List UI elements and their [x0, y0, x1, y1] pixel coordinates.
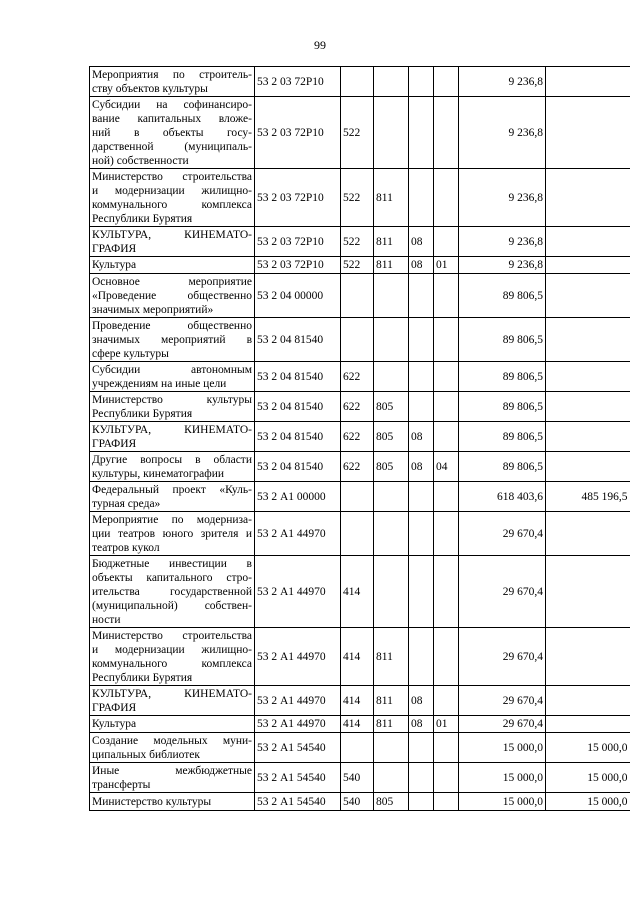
row-pr [434, 628, 459, 686]
row-grbs [374, 512, 409, 556]
row-rz [409, 628, 434, 686]
row-grbs [374, 733, 409, 763]
row-rz [409, 318, 434, 362]
row-pr [434, 763, 459, 793]
table-row [90, 628, 630, 686]
row-sum-2 [546, 227, 630, 257]
row-pr [434, 318, 459, 362]
row-code: 53 2 03 72Р10 [255, 257, 341, 274]
row-sum-2 [546, 686, 630, 716]
row-sum-2 [546, 452, 630, 482]
row-grbs [374, 556, 409, 628]
row-grbs [374, 482, 409, 512]
row-code: 53 2 04 81540 [255, 318, 341, 362]
table-row [90, 318, 630, 362]
row-rz [409, 67, 434, 97]
budget-table [89, 66, 630, 811]
row-grbs: 811 [374, 257, 409, 274]
row-grbs: 811 [374, 628, 409, 686]
row-vr [341, 733, 374, 763]
row-sum-1: 89 806,5 [459, 362, 546, 392]
row-rz [409, 793, 434, 811]
table-row [90, 67, 630, 97]
row-pr: 01 [434, 257, 459, 274]
row-code: 53 2 04 81540 [255, 422, 341, 452]
row-name: Мероприятие по модерниза- ции театров юного зрителя и театров кукол [90, 512, 255, 556]
row-sum-2 [546, 716, 630, 733]
row-name: Культура [90, 716, 255, 733]
row-rz [409, 733, 434, 763]
table-row [90, 763, 630, 793]
row-grbs: 805 [374, 452, 409, 482]
table-row [90, 392, 630, 422]
row-code: 53 2 03 72Р10 [255, 97, 341, 169]
table-row [90, 716, 630, 733]
row-name: Субсидии автономным учреждениям на иные цели [90, 362, 255, 392]
row-sum-1: 618 403,6 [459, 482, 546, 512]
row-pr [434, 422, 459, 452]
row-pr [434, 392, 459, 422]
row-sum-1: 15 000,0 [459, 793, 546, 811]
row-vr: 414 [341, 628, 374, 686]
row-vr: 622 [341, 362, 374, 392]
row-grbs [374, 318, 409, 362]
row-sum-2 [546, 257, 630, 274]
page-number: 99 [314, 38, 326, 52]
row-pr [434, 362, 459, 392]
row-sum-1: 89 806,5 [459, 392, 546, 422]
row-code: 53 2 03 72Р10 [255, 169, 341, 227]
row-grbs: 811 [374, 169, 409, 227]
row-rz [409, 274, 434, 318]
row-vr: 622 [341, 392, 374, 422]
row-vr: 414 [341, 716, 374, 733]
row-vr [341, 274, 374, 318]
row-name: КУЛЬТУРА, КИНЕМАТО- ГРАФИЯ [90, 422, 255, 452]
row-rz [409, 169, 434, 227]
row-pr: 04 [434, 452, 459, 482]
row-vr [341, 318, 374, 362]
row-sum-2 [546, 67, 630, 97]
row-rz [409, 763, 434, 793]
row-rz: 08 [409, 257, 434, 274]
row-sum-1: 9 236,8 [459, 227, 546, 257]
table-row [90, 362, 630, 392]
row-vr: 414 [341, 686, 374, 716]
row-code: 53 2 04 00000 [255, 274, 341, 318]
row-vr: 414 [341, 556, 374, 628]
row-pr: 01 [434, 716, 459, 733]
row-name: Культура [90, 257, 255, 274]
row-name: Федеральный проект «Куль- турная среда» [90, 482, 255, 512]
row-sum-1: 9 236,8 [459, 67, 546, 97]
row-vr: 522 [341, 227, 374, 257]
row-pr [434, 169, 459, 227]
row-rz [409, 392, 434, 422]
row-pr [434, 793, 459, 811]
table-row [90, 733, 630, 763]
row-grbs [374, 67, 409, 97]
row-name: Иные межбюджетные трансферты [90, 763, 255, 793]
table-row [90, 422, 630, 452]
row-sum-2: 15 000,0 [546, 763, 630, 793]
row-sum-1: 89 806,5 [459, 452, 546, 482]
row-rz [409, 97, 434, 169]
row-grbs [374, 274, 409, 318]
row-rz [409, 482, 434, 512]
row-code: 53 2 04 81540 [255, 452, 341, 482]
row-name: КУЛЬТУРА, КИНЕМАТО- ГРАФИЯ [90, 227, 255, 257]
row-code: 53 2 А1 44970 [255, 686, 341, 716]
row-code: 53 2 А1 44970 [255, 716, 341, 733]
row-rz: 08 [409, 227, 434, 257]
row-sum-2 [546, 556, 630, 628]
row-sum-2: 485 196,5 [546, 482, 630, 512]
row-vr: 622 [341, 422, 374, 452]
row-rz: 08 [409, 422, 434, 452]
row-code: 53 2 А1 00000 [255, 482, 341, 512]
row-name: Бюджетные инвестиции в объекты капитального стро- ительства государственной (муниципальной) собствен- ности [90, 556, 255, 628]
row-code: 53 2 А1 54540 [255, 733, 341, 763]
row-pr [434, 512, 459, 556]
row-rz: 08 [409, 716, 434, 733]
row-pr [434, 274, 459, 318]
row-name: КУЛЬТУРА, КИНЕМАТО- ГРАФИЯ [90, 686, 255, 716]
row-name: Министерство культуры [90, 793, 255, 811]
table-row [90, 686, 630, 716]
row-sum-1: 89 806,5 [459, 274, 546, 318]
row-sum-1: 9 236,8 [459, 97, 546, 169]
row-vr [341, 67, 374, 97]
row-sum-2 [546, 392, 630, 422]
row-rz [409, 556, 434, 628]
row-code: 53 2 03 72Р10 [255, 227, 341, 257]
row-name: Проведение общественно значимых мероприятий в сфере культуры [90, 318, 255, 362]
table-row [90, 512, 630, 556]
row-grbs [374, 362, 409, 392]
row-grbs: 811 [374, 686, 409, 716]
row-sum-1: 29 670,4 [459, 628, 546, 686]
row-rz [409, 512, 434, 556]
row-vr: 522 [341, 257, 374, 274]
row-sum-2: 15 000,0 [546, 793, 630, 811]
table-row [90, 169, 630, 227]
row-sum-2 [546, 422, 630, 452]
row-sum-1: 89 806,5 [459, 318, 546, 362]
row-name: Министерство строительства и модернизации жилищно- коммунального комплекса Республики Бурятия [90, 169, 255, 227]
row-name: Создание модельных муни- ципальных библиотек [90, 733, 255, 763]
table-row [90, 257, 630, 274]
row-pr [434, 227, 459, 257]
row-name: Субсидии на софинансиро- вание капитальных вложе- ний в объекты госу- дарственной (муниципаль- ной) собственности [90, 97, 255, 169]
row-sum-2 [546, 512, 630, 556]
row-name: Основное мероприятие «Проведение общественно значимых мероприятий» [90, 274, 255, 318]
row-code: 53 2 А1 54540 [255, 793, 341, 811]
row-pr [434, 733, 459, 763]
row-grbs: 805 [374, 793, 409, 811]
row-pr [434, 686, 459, 716]
row-sum-2 [546, 97, 630, 169]
row-grbs: 811 [374, 227, 409, 257]
row-code: 53 2 04 81540 [255, 362, 341, 392]
row-vr: 522 [341, 97, 374, 169]
row-pr [434, 482, 459, 512]
row-sum-2 [546, 628, 630, 686]
row-rz [409, 362, 434, 392]
row-pr [434, 67, 459, 97]
row-rz: 08 [409, 686, 434, 716]
row-grbs [374, 763, 409, 793]
row-vr [341, 512, 374, 556]
row-name: Другие вопросы в области культуры, кинематографии [90, 452, 255, 482]
table-row [90, 482, 630, 512]
row-vr: 522 [341, 169, 374, 227]
row-sum-1: 29 670,4 [459, 716, 546, 733]
row-sum-1: 29 670,4 [459, 686, 546, 716]
row-sum-2 [546, 362, 630, 392]
table-row [90, 452, 630, 482]
row-code: 53 2 А1 54540 [255, 763, 341, 793]
row-code: 53 2 А1 44970 [255, 628, 341, 686]
row-sum-1: 9 236,8 [459, 169, 546, 227]
row-sum-2: 15 000,0 [546, 733, 630, 763]
row-code: 53 2 А1 44970 [255, 512, 341, 556]
row-name: Министерство строительства и модернизации жилищно- коммунального комплекса Республики Бурятия [90, 628, 255, 686]
row-vr [341, 482, 374, 512]
row-vr: 540 [341, 793, 374, 811]
row-sum-1: 29 670,4 [459, 512, 546, 556]
row-grbs: 805 [374, 392, 409, 422]
table-row [90, 793, 630, 811]
row-pr [434, 556, 459, 628]
row-grbs: 811 [374, 716, 409, 733]
row-vr: 540 [341, 763, 374, 793]
row-vr: 622 [341, 452, 374, 482]
row-code: 53 2 А1 44970 [255, 556, 341, 628]
row-code: 53 2 04 81540 [255, 392, 341, 422]
row-grbs: 805 [374, 422, 409, 452]
row-sum-1: 9 236,8 [459, 257, 546, 274]
row-code: 53 2 03 72Р10 [255, 67, 341, 97]
row-sum-2 [546, 169, 630, 227]
row-pr [434, 97, 459, 169]
row-name: Министерство культуры Республики Бурятия [90, 392, 255, 422]
row-sum-1: 15 000,0 [459, 733, 546, 763]
row-name: Мероприятия по строитель- ству объектов культуры [90, 67, 255, 97]
row-sum-2 [546, 274, 630, 318]
table-row [90, 227, 630, 257]
table-row [90, 556, 630, 628]
row-rz: 08 [409, 452, 434, 482]
row-sum-2 [546, 318, 630, 362]
row-sum-1: 89 806,5 [459, 422, 546, 452]
table-row [90, 97, 630, 169]
row-sum-1: 15 000,0 [459, 763, 546, 793]
table-row [90, 274, 630, 318]
row-grbs [374, 97, 409, 169]
row-sum-1: 29 670,4 [459, 556, 546, 628]
